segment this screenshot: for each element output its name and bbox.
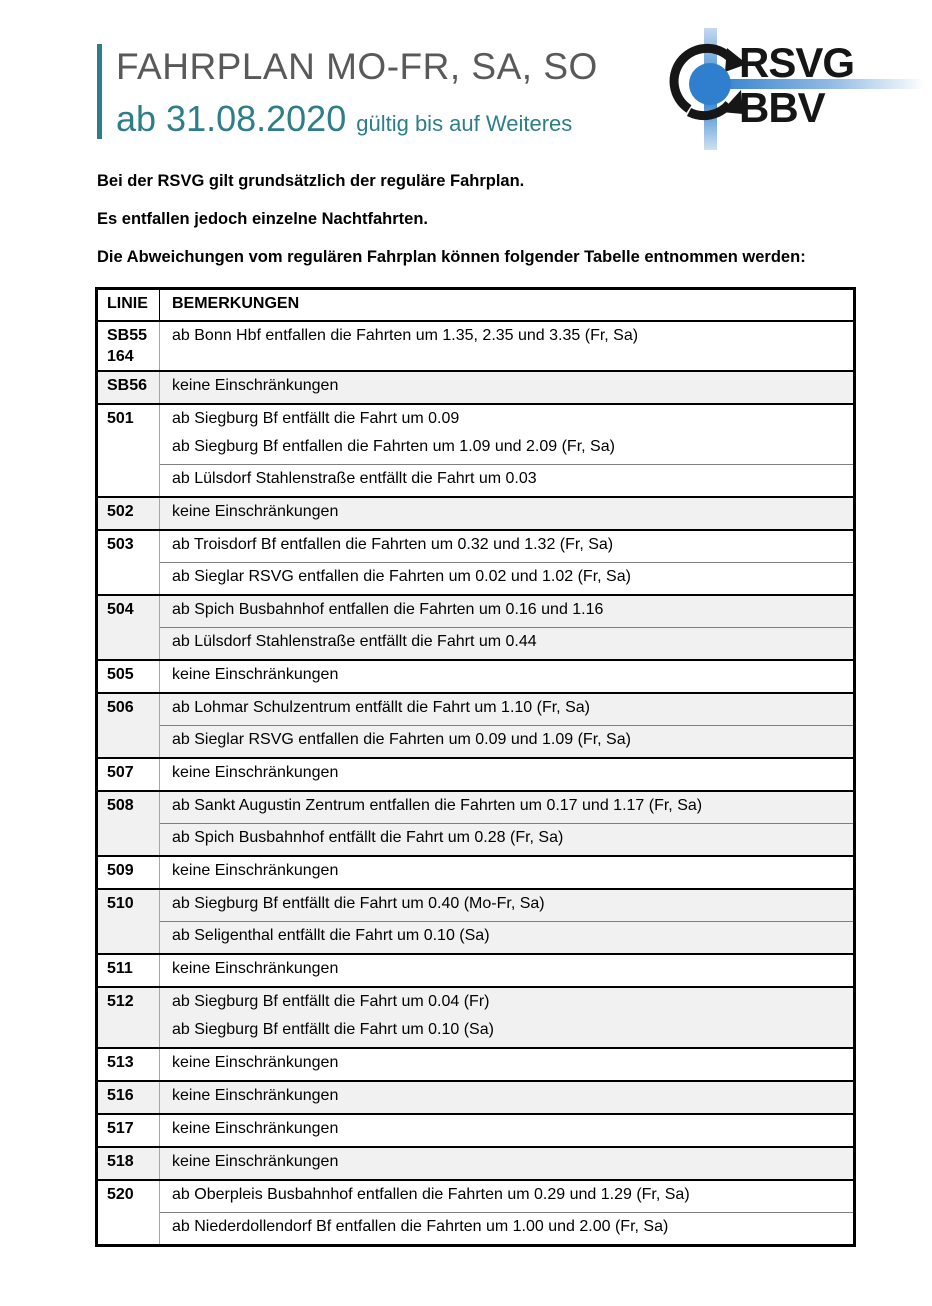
table-row [98, 757, 853, 790]
remark-text: ab Siegburg Bf entfällt die Fahrt um 0.40 (Mo-Fr, Sa) [172, 895, 545, 912]
linie-label: 518 [107, 1153, 134, 1170]
remark-text: ab Lohmar Schulzentrum entfällt die Fahrt um 1.10 (Fr, Sa) [172, 699, 590, 716]
accent-bar [97, 44, 102, 139]
remark-text: ab Niederdollendorf Bf entfallen die Fahrten um 1.00 und 2.00 (Fr, Sa) [172, 1218, 669, 1235]
remark-cell [160, 857, 853, 888]
timetable [95, 287, 856, 1247]
linie-cell [98, 857, 160, 888]
linie-label: 508 [107, 797, 134, 814]
remark-text: keine Einschränkungen [172, 862, 339, 879]
table-row [98, 1047, 853, 1080]
linie-cell [98, 322, 160, 370]
subtitle [116, 99, 598, 139]
linie-label: 512 [107, 993, 134, 1010]
remarks-column [160, 1148, 853, 1179]
rsvg-bbv-logo-icon [663, 28, 931, 150]
remarks-column [160, 405, 853, 496]
remark-text: ab Sankt Augustin Zentrum entfallen die Fahrten um 0.17 und 1.17 (Fr, Sa) [172, 797, 703, 814]
linie-cell [98, 661, 160, 692]
remark-cell [160, 890, 853, 921]
linie-cell [98, 792, 160, 855]
linie-cell [98, 988, 160, 1047]
remark-text: ab Spich Busbahnhof entfällt die Fahrt um 0.28 (Fr, Sa) [172, 829, 564, 846]
table-row [98, 1113, 853, 1146]
remarks-column [160, 531, 853, 594]
linie-cell [98, 596, 160, 659]
logo-text-bbv: BBV [739, 84, 825, 131]
remark-text: ab Siegburg Bf entfallen die Fahrten um 1.09 und 2.09 (Fr, Sa) [172, 438, 615, 455]
remark-text: keine Einschränkungen [172, 1153, 339, 1170]
linie-label: 520 [107, 1186, 134, 1203]
remarks-column [160, 792, 853, 855]
linie-label: 503 [107, 536, 134, 553]
linie-cell [98, 1181, 160, 1244]
remark-cell [160, 823, 853, 855]
remark-cell [160, 759, 853, 790]
remarks-column [160, 759, 853, 790]
remark-cell [160, 921, 853, 953]
remark-cell [160, 1082, 853, 1113]
linie-cell [98, 759, 160, 790]
remark-text: ab Sieglar RSVG entfallen die Fahrten um 0.09 und 1.09 (Fr, Sa) [172, 731, 631, 748]
table-row [98, 855, 853, 888]
remark-text: ab Sieglar RSVG entfallen die Fahrten um 0.02 und 1.02 (Fr, Sa) [172, 568, 631, 585]
logo-hub-circle [689, 63, 731, 105]
linie-cell [98, 372, 160, 403]
table-row [98, 986, 853, 1047]
table-row [98, 790, 853, 855]
remark-text: ab Troisdorf Bf entfallen die Fahrten um 0.32 und 1.32 (Fr, Sa) [172, 536, 614, 553]
remark-text: keine Einschränkungen [172, 1054, 339, 1071]
remark-cell [160, 562, 853, 594]
table-row [98, 370, 853, 403]
remark-text: keine Einschränkungen [172, 1120, 339, 1137]
linie-cell [98, 498, 160, 529]
remarks-column [160, 988, 853, 1047]
remarks-column [160, 890, 853, 953]
remarks-column [160, 322, 853, 370]
table-header-row [98, 290, 853, 320]
linie-label: SB56 [107, 377, 148, 394]
remark-cell [160, 661, 853, 692]
remarks-column [160, 857, 853, 888]
remark-text: keine Einschränkungen [172, 764, 339, 781]
remark-text: ab Seligenthal entfällt die Fahrt um 0.10 (Sa) [172, 927, 490, 944]
remark-text: keine Einschränkungen [172, 377, 339, 394]
linie-label: 507 [107, 764, 134, 781]
remarks-column [160, 694, 853, 757]
remark-text: keine Einschränkungen [172, 960, 339, 977]
linie-label: 509 [107, 862, 134, 879]
remark-cell [160, 531, 853, 562]
page-title: FAHRPLAN MO-FR, SA, SO [116, 46, 598, 87]
remark-cell [160, 988, 853, 1047]
remark-cell [160, 1049, 853, 1080]
linie-cell [98, 405, 160, 496]
remarks-column [160, 1082, 853, 1113]
linie-label: 164 [107, 348, 134, 365]
linie-label: 510 [107, 895, 134, 912]
remark-cell [160, 694, 853, 725]
remarks-column [160, 661, 853, 692]
table-row [98, 692, 853, 757]
table-row [98, 953, 853, 986]
validity-note: gültig bis auf Weiteres [356, 111, 573, 136]
company-logo [663, 28, 931, 150]
remark-text: ab Bonn Hbf entfallen die Fahrten um 1.35, 2.35 und 3.35 (Fr, Sa) [172, 327, 639, 344]
remark-text: ab Siegburg Bf entfällt die Fahrt um 0.09 [172, 410, 460, 427]
intro-paragraph-1: Bei der RSVG gilt grundsätzlich der reguläre Fahrplan. [97, 172, 525, 190]
remark-cell [160, 955, 853, 986]
remark-cell [160, 464, 853, 496]
remark-cell [160, 1115, 853, 1146]
remark-cell [160, 1212, 853, 1244]
column-header-bemerkungen-cell [160, 290, 853, 320]
remarks-column [160, 1049, 853, 1080]
remark-text: ab Oberpleis Busbahnhof entfallen die Fahrten um 0.29 und 1.29 (Fr, Sa) [172, 1186, 690, 1203]
column-header-linie [98, 290, 160, 320]
linie-cell [98, 531, 160, 594]
linie-cell [98, 890, 160, 953]
table-row [98, 320, 853, 370]
linie-label: 506 [107, 699, 134, 716]
remark-cell [160, 596, 853, 627]
remark-text: keine Einschränkungen [172, 503, 339, 520]
table-row [98, 1179, 853, 1244]
remarks-column [160, 498, 853, 529]
remark-cell [160, 627, 853, 659]
table-row [98, 594, 853, 659]
remark-cell [160, 498, 853, 529]
linie-cell [98, 1148, 160, 1179]
table-row [98, 403, 853, 496]
remarks-column [160, 1115, 853, 1146]
linie-label: 513 [107, 1054, 134, 1071]
remarks-column [160, 372, 853, 403]
column-header-linie-label: LINIE [107, 295, 148, 312]
intro-paragraph-3: Die Abweichungen vom regulären Fahrplan können folgender Tabelle entnommen werden: [97, 248, 806, 266]
remark-cell [160, 1148, 853, 1179]
remark-cell [160, 1181, 853, 1212]
linie-cell [98, 694, 160, 757]
table-row [98, 1080, 853, 1113]
column-header-bemerkungen-label: BEMERKUNGEN [172, 295, 300, 312]
remarks-column [160, 955, 853, 986]
linie-label: 511 [107, 960, 133, 977]
remark-cell [160, 322, 853, 353]
remark-cell [160, 405, 853, 464]
intro-paragraph-2: Es entfallen jedoch einzelne Nachtfahrten. [97, 210, 428, 228]
linie-label: 516 [107, 1087, 134, 1104]
table-row [98, 496, 853, 529]
remark-cell [160, 792, 853, 823]
logo-text-rsvg: RSVG [739, 39, 855, 86]
linie-label: 517 [107, 1120, 134, 1137]
linie-label: 505 [107, 666, 134, 683]
table-row [98, 529, 853, 594]
remark-text: ab Lülsdorf Stahlenstraße entfällt die Fahrt um 0.03 [172, 470, 537, 487]
remark-text: ab Siegburg Bf entfällt die Fahrt um 0.10 (Sa) [172, 1021, 494, 1038]
linie-cell [98, 1082, 160, 1113]
linie-cell [98, 1049, 160, 1080]
table-row [98, 888, 853, 953]
title-block [116, 44, 598, 139]
linie-cell [98, 955, 160, 986]
remark-text: keine Einschränkungen [172, 666, 339, 683]
intro-text [97, 171, 867, 285]
remark-text: ab Lülsdorf Stahlenstraße entfällt die Fahrt um 0.44 [172, 633, 537, 650]
valid-from-date: ab 31.08.2020 [116, 98, 347, 139]
table-row [98, 659, 853, 692]
document-header [97, 44, 598, 139]
linie-label: 501 [107, 410, 134, 427]
table-row [98, 1146, 853, 1179]
remark-text: ab Spich Busbahnhof entfallen die Fahrten um 0.16 und 1.16 [172, 601, 604, 618]
linie-label: 504 [107, 601, 134, 618]
remarks-column [160, 596, 853, 659]
remark-cell [160, 725, 853, 757]
remarks-column [160, 1181, 853, 1244]
remark-text: ab Siegburg Bf entfällt die Fahrt um 0.04 (Fr) [172, 993, 490, 1010]
remark-cell [160, 372, 853, 403]
linie-label: 502 [107, 503, 134, 520]
linie-cell [98, 1115, 160, 1146]
remark-text: keine Einschränkungen [172, 1087, 339, 1104]
linie-label: SB55 [107, 327, 148, 344]
column-header-bemerkungen [160, 290, 853, 320]
